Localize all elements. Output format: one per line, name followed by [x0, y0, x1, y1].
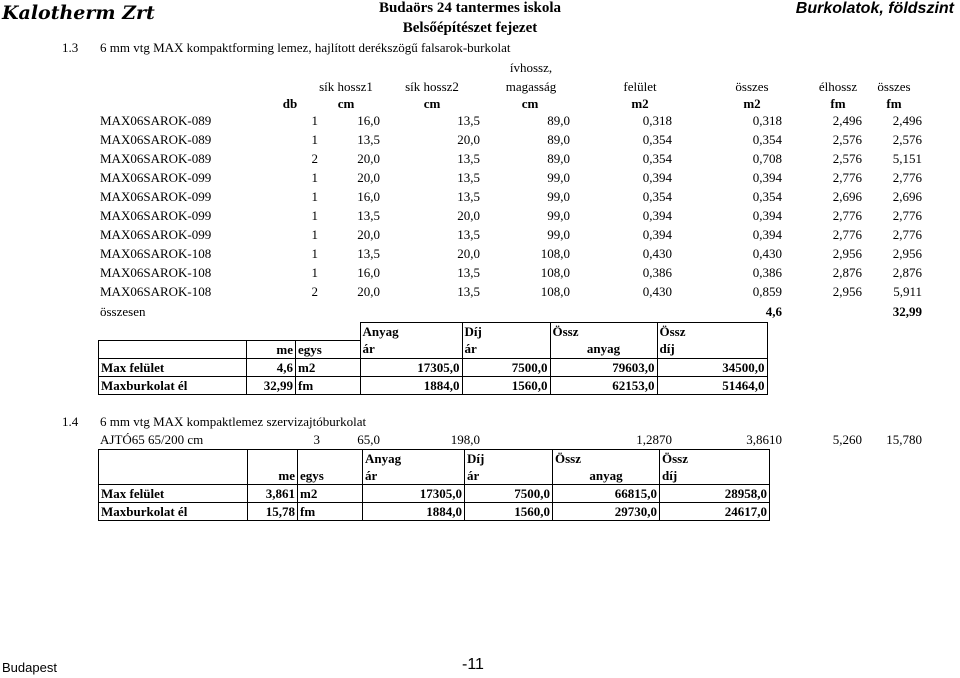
item-sik-hossz2: 13,5 — [457, 227, 480, 242]
item-edge: 5,260 — [832, 432, 862, 447]
cost-header-egys: egys — [296, 340, 361, 358]
item-sik-hossz2: 13,5 — [457, 284, 480, 299]
unit-cm: cm — [337, 96, 355, 111]
item-osszes: 0,394 — [752, 227, 782, 242]
unit-fm: fm — [830, 96, 846, 111]
cost-row-ossz-anyag: 79603,0 — [550, 358, 657, 376]
cost-row-me: 32,99 — [247, 376, 296, 394]
cost-row-me: 15,78 — [248, 503, 298, 521]
item-sik-hossz2: 20,0 — [457, 208, 480, 223]
item-sik-hossz1: 16,0 — [357, 189, 380, 204]
item-felulet: 0,354 — [642, 132, 672, 147]
item-osszes-el: 5,151 — [892, 151, 922, 166]
total-edge: 32,99 — [892, 304, 922, 319]
item-magassag: 99,0 — [547, 189, 570, 204]
cost-table — [98, 322, 768, 395]
cost-header-dij2: díj — [660, 467, 770, 485]
item-sik-hossz1: 20,0 — [357, 170, 380, 185]
unit-m2: m2 — [631, 96, 649, 111]
item-magassag: 108,0 — [540, 265, 570, 280]
cost-header-ar: ár — [360, 340, 462, 358]
cost-header-anyag: Anyag — [365, 451, 402, 466]
item-db: 1 — [311, 265, 318, 280]
item-sik-hossz1: 20,0 — [357, 227, 380, 242]
item-name: MAX06SAROK-099 — [100, 189, 212, 204]
item-sik-hossz1: 20,0 — [357, 151, 380, 166]
item-name: MAX06SAROK-108 — [100, 284, 212, 299]
cost-row-ossz-dij: 28958,0 — [660, 485, 770, 503]
item-sik-hossz2: 13,5 — [457, 151, 480, 166]
item-osszes-el: 2,696 — [892, 189, 922, 204]
cost-header-anyag2: anyag — [550, 340, 657, 358]
total-area: 4,6 — [765, 304, 782, 319]
item-name: MAX06SAROK-089 — [100, 151, 212, 166]
cost-row-ossz-dij: 24617,0 — [660, 503, 770, 521]
cost-header-anyag2: anyag — [553, 467, 660, 485]
item-db: 1 — [311, 189, 318, 204]
item-name: MAX06SAROK-089 — [100, 132, 212, 147]
item-sik-hossz2: 20,0 — [457, 132, 480, 147]
cost-header-ossz-dij: Össz — [662, 451, 688, 466]
item-db: 1 — [311, 113, 318, 128]
cost-row-ossz-dij: 51464,0 — [657, 376, 767, 394]
cost-table — [98, 449, 770, 521]
section-title: 6 mm vtg MAX kompaktlemez szervizajtóburkolat — [100, 414, 367, 429]
cost-header-ar: ár — [363, 467, 465, 485]
col-header-osszes-el: összes — [877, 79, 911, 94]
section-title: 6 mm vtg MAX kompaktforming lemez, hajlított derékszögű falsarok-burkolat — [100, 40, 511, 55]
item-osszes-el: 5,911 — [893, 284, 922, 299]
cost-header-egys: egys — [298, 467, 363, 485]
cost-row-ossz-anyag: 66815,0 — [553, 485, 660, 503]
item-width: 65,0 — [357, 432, 380, 447]
page-number: -11 — [462, 656, 484, 673]
item-osszes-el: 2,576 — [892, 132, 922, 147]
cost-row-label: Max felület — [99, 485, 248, 503]
cost-row-dij: 1560,0 — [462, 376, 550, 394]
item-osszes: 0,354 — [752, 189, 782, 204]
cost-header-ar: ár — [465, 467, 553, 485]
item-area: 1,2870 — [636, 432, 672, 447]
cost-row-dij: 7500,0 — [465, 485, 553, 503]
item-felulet: 0,394 — [642, 227, 672, 242]
item-osszes-el: 2,956 — [892, 246, 922, 261]
item-magassag: 108,0 — [540, 284, 570, 299]
item-sik-hossz2: 13,5 — [457, 265, 480, 280]
unit-cm: cm — [521, 96, 539, 111]
cost-header-ossz-dij: Össz — [659, 324, 686, 339]
unit-m2: m2 — [743, 96, 761, 111]
item-elhossz: 2,776 — [832, 170, 862, 185]
item-db: 1 — [311, 132, 318, 147]
total-label: összesen — [100, 304, 146, 319]
col-header-felulet: felület — [623, 79, 657, 94]
cost-row-anyag: 1884,0 — [363, 503, 465, 521]
cost-header-dij: Díj — [467, 451, 485, 466]
item-name: MAX06SAROK-108 — [100, 265, 212, 280]
cost-row-label: Maxburkolat él — [99, 376, 247, 394]
item-elhossz: 2,576 — [832, 132, 862, 147]
item-osszes: 0,708 — [752, 151, 782, 166]
col-header-sik-hossz2: sík hossz2 — [405, 79, 459, 94]
item-sik-hossz2: 13,5 — [457, 189, 480, 204]
item-name: MAX06SAROK-099 — [100, 170, 212, 185]
cost-row-anyag: 17305,0 — [363, 485, 465, 503]
item-name: MAX06SAROK-099 — [100, 208, 212, 223]
cost-row-ossz-dij: 34500,0 — [657, 358, 767, 376]
cost-header-anyag: Anyag — [362, 324, 399, 339]
item-felulet: 0,394 — [642, 208, 672, 223]
cost-header-me: me — [248, 467, 298, 485]
section-number: 1.3 — [62, 40, 79, 55]
project-title: Budaörs 24 tantermes iskola — [378, 0, 562, 16]
item-sik-hossz2: 13,5 — [457, 113, 480, 128]
item-osszes: 0,394 — [752, 208, 782, 223]
item-osszes: 0,430 — [752, 246, 782, 261]
cost-row-label: Max felület — [99, 358, 247, 376]
cost-row-anyag: 1884,0 — [360, 376, 462, 394]
item-db: 1 — [311, 208, 318, 223]
item-sik-hossz1: 20,0 — [357, 284, 380, 299]
item-sik-hossz1: 16,0 — [357, 265, 380, 280]
item-db: 1 — [311, 227, 318, 242]
item-height: 198,0 — [450, 432, 480, 447]
item-felulet: 0,430 — [642, 284, 672, 299]
item-felulet: 0,354 — [642, 189, 672, 204]
item-osszes-el: 2,776 — [892, 227, 922, 242]
col-header-ivhossz: ívhossz, — [509, 60, 553, 75]
section-number: 1.4 — [62, 414, 79, 429]
item-db: 1 — [311, 170, 318, 185]
item-osszes: 0,354 — [752, 132, 782, 147]
item-elhossz: 2,776 — [832, 227, 862, 242]
cost-row-egys: m2 — [296, 358, 361, 376]
item-sik-hossz1: 13,5 — [357, 208, 380, 223]
item-magassag: 89,0 — [547, 132, 570, 147]
cost-header-ossz-anyag: Össz — [552, 324, 579, 339]
cost-row-ossz-anyag: 29730,0 — [553, 503, 660, 521]
item-name: AJTÓ65 65/200 cm — [100, 432, 204, 447]
unit-cm: cm — [423, 96, 441, 111]
category-title: Burkolatok, földszint — [795, 0, 954, 17]
item-db: 1 — [311, 246, 318, 261]
col-header-sik-hossz1: sík hossz1 — [319, 79, 373, 94]
item-osszes: 0,318 — [752, 113, 782, 128]
item-db: 3 — [313, 432, 320, 447]
item-elhossz: 2,956 — [832, 284, 862, 299]
cost-row-egys: m2 — [298, 485, 363, 503]
item-magassag: 99,0 — [547, 170, 570, 185]
item-osszes: 0,859 — [752, 284, 782, 299]
item-name: MAX06SAROK-108 — [100, 246, 212, 261]
col-header-osszes: összes — [735, 79, 769, 94]
col-header-magassag: magasság — [505, 79, 557, 94]
item-felulet: 0,394 — [642, 170, 672, 185]
unit-db: db — [282, 96, 298, 111]
cost-header-dij2: díj — [657, 340, 767, 358]
item-elhossz: 2,876 — [832, 265, 862, 280]
item-magassag: 89,0 — [547, 113, 570, 128]
item-felulet: 0,430 — [642, 246, 672, 261]
item-magassag: 99,0 — [547, 227, 570, 242]
cost-row-me: 4,6 — [247, 358, 296, 376]
cost-header-me: me — [247, 340, 296, 358]
cost-row-me: 3,861 — [248, 485, 298, 503]
item-total-area: 3,8610 — [746, 432, 782, 447]
cost-header-ar: ár — [462, 340, 550, 358]
item-felulet: 0,318 — [642, 113, 672, 128]
item-osszes: 0,386 — [752, 265, 782, 280]
item-sik-hossz1: 13,5 — [357, 246, 380, 261]
item-osszes-el: 2,776 — [892, 208, 922, 223]
item-sik-hossz2: 13,5 — [457, 170, 480, 185]
item-magassag: 89,0 — [547, 151, 570, 166]
cost-header-ossz-anyag: Össz — [555, 451, 581, 466]
item-sik-hossz1: 13,5 — [357, 132, 380, 147]
item-elhossz: 2,776 — [832, 208, 862, 223]
cost-row-anyag: 17305,0 — [360, 358, 462, 376]
item-elhossz: 2,956 — [832, 246, 862, 261]
item-elhossz: 2,576 — [832, 151, 862, 166]
cost-row-egys: fm — [296, 376, 361, 394]
item-db: 2 — [311, 284, 318, 299]
item-sik-hossz1: 16,0 — [357, 113, 380, 128]
cost-row-dij: 7500,0 — [462, 358, 550, 376]
item-elhossz: 2,496 — [832, 113, 862, 128]
item-sik-hossz2: 20,0 — [457, 246, 480, 261]
cost-row-dij: 1560,0 — [465, 503, 553, 521]
company-name: Kalotherm Zrt — [2, 2, 155, 24]
item-elhossz: 2,696 — [832, 189, 862, 204]
item-total-edge: 15,780 — [886, 432, 922, 447]
item-osszes-el: 2,876 — [892, 265, 922, 280]
item-osszes-el: 2,776 — [892, 170, 922, 185]
cost-row-egys: fm — [298, 503, 363, 521]
item-db: 2 — [311, 151, 318, 166]
item-magassag: 99,0 — [547, 208, 570, 223]
item-felulet: 0,386 — [642, 265, 672, 280]
item-name: MAX06SAROK-099 — [100, 227, 212, 242]
item-magassag: 108,0 — [540, 246, 570, 261]
cost-header-dij: Díj — [464, 324, 482, 339]
footer-city: Budapest — [2, 660, 57, 675]
item-felulet: 0,354 — [642, 151, 672, 166]
item-osszes: 0,394 — [752, 170, 782, 185]
col-header-elhossz: élhossz — [818, 79, 858, 94]
cost-row-label: Maxburkolat él — [99, 503, 248, 521]
chapter-title: Belsőépítészet fejezet — [402, 20, 538, 36]
item-name: MAX06SAROK-089 — [100, 113, 212, 128]
cost-row-ossz-anyag: 62153,0 — [550, 376, 657, 394]
item-osszes-el: 2,496 — [892, 113, 922, 128]
unit-fm: fm — [886, 96, 902, 111]
